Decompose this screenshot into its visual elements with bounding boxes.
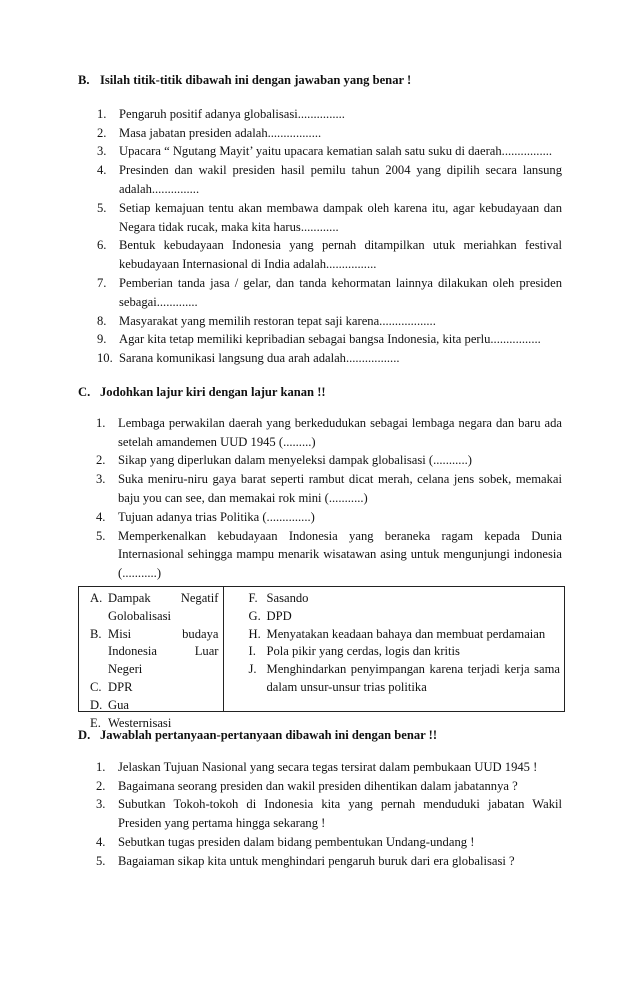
section-d-list bbox=[96, 758, 562, 871]
option-text: Gua bbox=[108, 697, 129, 712]
item-number: 3. bbox=[96, 797, 106, 812]
section-b-heading bbox=[78, 71, 562, 90]
options-left-column bbox=[79, 587, 224, 730]
option-item bbox=[90, 590, 219, 626]
section-c-letter: C. bbox=[78, 385, 91, 399]
item-text: Presinden dan wakil presiden hasil pemilu tahun 2004 yang dipilih secara lansung adalah............... bbox=[119, 163, 562, 196]
item-text: Lembaga perwakilan daerah yang berkedudukan sebagai lembaga negara dan baru ada setelah amandemen UUD 1945 (.........) bbox=[118, 415, 562, 449]
item-number: 5. bbox=[97, 200, 107, 215]
options-right-column bbox=[224, 587, 565, 711]
list-item bbox=[97, 124, 562, 143]
item-number: 2. bbox=[96, 453, 106, 468]
section-b-list bbox=[97, 105, 562, 368]
item-number: 9. bbox=[97, 332, 107, 347]
item-number: 3. bbox=[97, 144, 107, 159]
item-text: Masa jabatan presiden adalah................. bbox=[119, 125, 322, 140]
option-text: Menyatakan keadaan bahaya dan membuat perdamaian bbox=[266, 626, 546, 641]
list-item bbox=[97, 236, 562, 274]
section-c-list bbox=[96, 414, 562, 583]
option-key: I. bbox=[248, 644, 256, 659]
section-c-title: Jodohkan lajur kiri dengan lajur kanan !! bbox=[100, 385, 326, 399]
option-text: Dampak Negatif Golobalisasi bbox=[108, 591, 219, 623]
item-text: Tujuan adanya trias Politika (..............) bbox=[118, 509, 315, 524]
option-key: H. bbox=[248, 626, 261, 641]
option-text: Westernisasi bbox=[108, 715, 172, 730]
item-number: 10. bbox=[97, 351, 113, 366]
option-key: G. bbox=[248, 608, 261, 623]
option-item bbox=[90, 626, 219, 679]
list-item bbox=[97, 312, 562, 331]
item-text: Upacara “ Ngutang Mayit’ yaitu upacara kematian salah satu suku di daerah................ bbox=[119, 144, 553, 159]
list-item bbox=[96, 508, 562, 527]
item-number: 1. bbox=[97, 106, 107, 121]
item-number: 6. bbox=[97, 238, 107, 253]
option-key: J. bbox=[248, 662, 257, 677]
option-text: Misi budaya Indonesia Luar Negeri bbox=[108, 626, 219, 677]
item-text: Memperkenalkan kebudayaan Indonesia yang beraneka ragam kepada Dunia Internasional sehingga mampu menarik wisatawan asing untuk mengunjungi indonesia (...........) bbox=[118, 528, 562, 581]
item-number: 7. bbox=[97, 275, 107, 290]
option-item bbox=[249, 608, 561, 626]
option-text: Menghindarkan penyimpangan karena terjadi kerja sama dalam unsur-unsur trias politika bbox=[266, 662, 560, 694]
item-number: 5. bbox=[96, 528, 106, 543]
item-text: Sarana komunikasi langsung dua arah adalah................. bbox=[119, 351, 400, 366]
item-text: Agar kita tetap memiliki kepribadian sebagai bangsa Indonesia, kita perlu................ bbox=[119, 332, 541, 347]
option-key: C. bbox=[90, 679, 102, 694]
item-text: Bagaimana seorang presiden dan wakil presiden dihentikan dalam jabatannya ? bbox=[118, 778, 518, 793]
list-item bbox=[97, 105, 562, 124]
section-b bbox=[78, 71, 562, 368]
section-d-heading bbox=[78, 726, 562, 745]
item-text: Pengaruh positif adanya globalisasi............... bbox=[119, 106, 345, 121]
list-item bbox=[96, 527, 562, 583]
item-text: Sebutkan tugas presiden dalam bidang pembentukan Undang-undang ! bbox=[118, 834, 475, 849]
list-item bbox=[96, 795, 562, 833]
item-text: Subutkan Tokoh-tokoh di Indonesia kita yang pernah menduduki jabatan Wakil Presiden yang pertama hingga sekarang ! bbox=[118, 797, 562, 831]
option-key: E. bbox=[90, 715, 101, 730]
matching-options-table bbox=[78, 586, 565, 730]
option-text: Pola pikir yang cerdas, logis dan kritis bbox=[266, 644, 460, 659]
option-item bbox=[249, 643, 561, 661]
item-text: Bentuk kebudayaan Indonesia yang pernah ditampilkan utuk meriahkan festival kebudayaan Internasional di India adalah................ bbox=[119, 238, 562, 272]
list-item bbox=[96, 852, 562, 871]
section-d-title: Jawablah pertanyaan-pertanyaan dibawah ini dengan benar !! bbox=[100, 728, 438, 742]
list-item bbox=[97, 142, 562, 161]
list-item bbox=[96, 758, 562, 777]
section-b-letter: B. bbox=[78, 73, 90, 87]
list-item bbox=[96, 470, 562, 508]
list-item bbox=[97, 161, 562, 199]
item-text: Setiap kemajuan tentu akan membawa dampak oleh karena itu, agar kebudayaan dan Negara tidak rucak, maka kita harus............ bbox=[119, 200, 562, 234]
section-d bbox=[78, 726, 562, 871]
option-item bbox=[249, 590, 561, 608]
item-text: Bagaiaman sikap kita untuk menghindari pengaruh buruk dari era globalisasi ? bbox=[118, 853, 515, 868]
item-number: 4. bbox=[97, 163, 107, 178]
item-number: 1. bbox=[96, 759, 106, 774]
option-item bbox=[249, 661, 561, 697]
item-number: 5. bbox=[96, 853, 106, 868]
list-item bbox=[96, 414, 562, 452]
item-number: 2. bbox=[97, 125, 107, 140]
item-number: 4. bbox=[96, 834, 106, 849]
option-text: Sasando bbox=[266, 591, 309, 605]
option-key: F. bbox=[248, 591, 258, 605]
list-item bbox=[97, 330, 562, 349]
section-b-title: Isilah titik-titik dibawah ini dengan jawaban yang benar ! bbox=[100, 73, 412, 87]
section-c bbox=[78, 383, 562, 583]
item-text: Pemberian tanda jasa / gelar, dan tanda kehormatan lainnya dilakukan oleh presiden sebagai............. bbox=[119, 275, 562, 309]
section-d-letter: D. bbox=[78, 728, 91, 742]
item-number: 4. bbox=[96, 509, 106, 524]
option-key: B. bbox=[90, 626, 102, 641]
section-c-heading bbox=[78, 383, 562, 402]
item-number: 3. bbox=[96, 472, 106, 487]
list-item bbox=[96, 833, 562, 852]
option-text: DPD bbox=[266, 608, 292, 623]
item-number: 8. bbox=[97, 313, 107, 328]
option-text: DPR bbox=[108, 679, 133, 694]
list-item bbox=[96, 451, 562, 470]
option-item bbox=[90, 697, 219, 715]
option-key: D. bbox=[90, 697, 103, 712]
option-item bbox=[90, 679, 219, 697]
item-number: 1. bbox=[96, 415, 106, 430]
item-text: Jelaskan Tujuan Nasional yang secara tegas tersirat dalam pembukaan UUD 1945 ! bbox=[118, 759, 538, 774]
list-item bbox=[97, 274, 562, 312]
item-text: Sikap yang diperlukan dalam menyeleksi dampak globalisasi (...........) bbox=[118, 453, 472, 468]
option-key: A. bbox=[90, 591, 103, 605]
list-item bbox=[96, 777, 562, 796]
item-text: Masyarakat yang memilih restoran tepat saji karena.................. bbox=[119, 313, 436, 328]
list-item bbox=[97, 199, 562, 237]
item-text: Suka meniru-niru gaya barat seperti rambut dicat merah, celana jens sobek, memakai baju you can see, dan memakai rok mini (...........) bbox=[118, 472, 562, 505]
item-number: 2. bbox=[96, 778, 106, 793]
list-item bbox=[97, 349, 562, 368]
option-item bbox=[249, 626, 561, 644]
